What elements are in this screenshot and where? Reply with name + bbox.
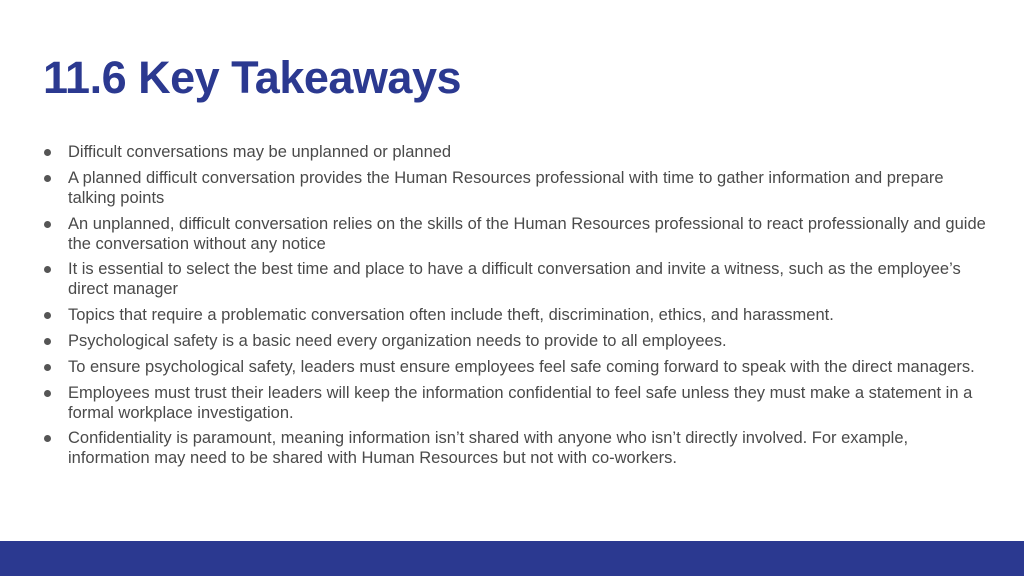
bullet-text: Topics that require a problematic conversation often include theft, discrimination, ethics, and harassment. — [68, 306, 834, 325]
bullet-text: Difficult conversations may be unplanned or planned — [68, 143, 452, 161]
bullet-text: Confidentiality is paramount, meaning information isn’t shared with anyone who isn’t directly involved. For example, information may need to be shared with Human Resources but not with co-workers. — [68, 429, 909, 468]
list-item — [68, 331, 988, 351]
bullet-dot-icon — [44, 149, 51, 156]
list-item — [68, 168, 988, 208]
list-item — [68, 259, 988, 299]
bullet-dot-icon — [44, 312, 51, 319]
slide-title: 11.6 Key Takeaways — [43, 52, 461, 103]
bullet-text: It is essential to select the best time and place to have a difficult conversation and invite a witness, such as the employee’s direct manager — [68, 260, 961, 299]
bullet-text: To ensure psychological safety, leaders must ensure employees feel safe coming forward to speak with the direct managers. — [68, 357, 975, 376]
bullet-dot-icon — [44, 266, 51, 273]
list-item — [68, 142, 988, 162]
bullet-text: An unplanned, difficult conversation relies on the skills of the Human Resources professional to react professionally and guide the conversation without any notice — [68, 214, 986, 253]
list-item — [68, 428, 988, 468]
footer-bar — [0, 541, 1024, 576]
bullet-dot-icon — [44, 175, 51, 182]
list-item — [68, 214, 988, 254]
bullet-dot-icon — [44, 435, 51, 442]
bullet-text: Psychological safety is a basic need every organization needs to provide to all employees. — [68, 331, 727, 350]
bullet-text: A planned difficult conversation provides the Human Resources professional with time to gather information and prepare talking points — [68, 168, 944, 207]
bullet-dot-icon — [44, 390, 51, 397]
bullet-dot-icon — [44, 221, 51, 228]
bullet-dot-icon — [44, 338, 51, 345]
bullet-dot-icon — [44, 364, 51, 371]
takeaways-list — [68, 142, 988, 474]
list-item — [68, 357, 988, 377]
bullet-text: Employees must trust their leaders will keep the information confidential to feel safe unless they must make a statement in a formal workplace investigation. — [68, 383, 973, 422]
list-item — [68, 305, 988, 325]
list-item — [68, 383, 988, 423]
